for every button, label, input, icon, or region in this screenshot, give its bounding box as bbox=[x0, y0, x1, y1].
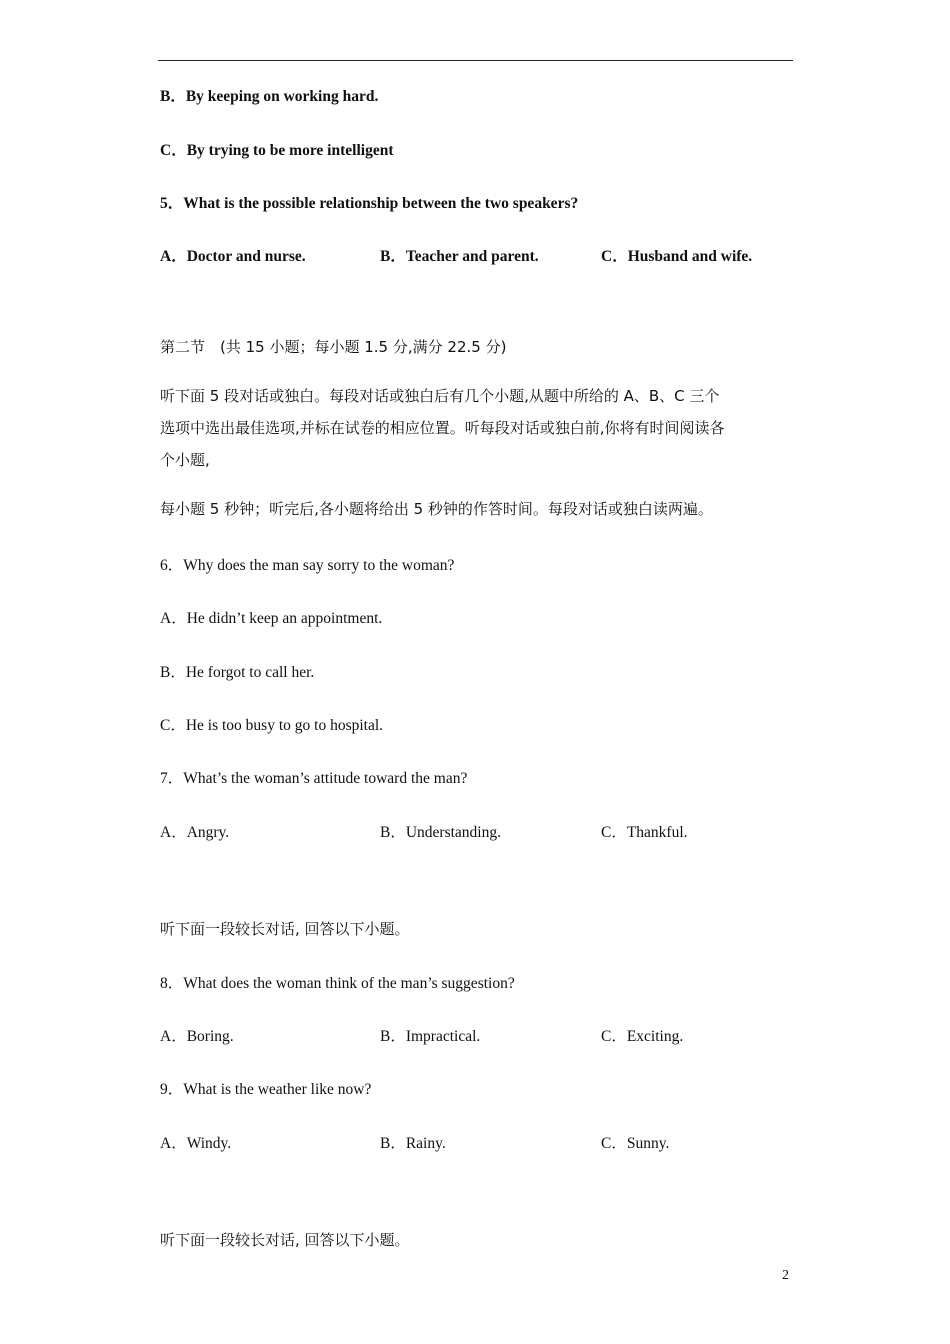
q5-options bbox=[160, 247, 753, 267]
section2-instructions-4: 每小题 5 秒钟；听完后,各小题将给出 5 秒钟的作答时间。每段对话或独白读两遍。 bbox=[160, 500, 713, 518]
q6-stem: 6．Why does the man say sorry to the woman? bbox=[160, 557, 455, 574]
q9-option-c: C．Sunny. bbox=[601, 1135, 670, 1152]
q9-option-b: B．Rainy. bbox=[380, 1135, 446, 1152]
q9-stem: 9．What is the weather like now? bbox=[160, 1081, 372, 1098]
q8-option-b: B．Impractical. bbox=[380, 1028, 481, 1045]
q7-options bbox=[160, 823, 688, 843]
q4-option-b: B．By keeping on working hard. bbox=[160, 88, 379, 105]
q5-stem: 5．What is the possible relationship between the two speakers? bbox=[160, 195, 579, 212]
q7-stem: 7．What’s the woman’s attitude toward the man? bbox=[160, 770, 468, 787]
q9-options bbox=[160, 1134, 670, 1154]
q7-option-a: A．Angry. bbox=[160, 824, 230, 841]
q8-option-c: C．Exciting. bbox=[601, 1028, 684, 1045]
section2-heading: 第二节 (共 15 小题；每小题 1.5 分,满分 22.5 分) bbox=[160, 338, 507, 356]
q4-option-c: C．By trying to be more intelligent bbox=[160, 142, 394, 159]
header-rule bbox=[158, 60, 793, 61]
q5-option-b: B．Teacher and parent. bbox=[380, 248, 539, 265]
section2-instructions-3: 个小题, bbox=[160, 451, 210, 469]
section2-instructions-1: 听下面 5 段对话或独白。每段对话或独白后有几个小题,从题中所给的 A、B、C 三个 bbox=[160, 387, 720, 405]
q8-option-a: A．Boring. bbox=[160, 1028, 234, 1045]
q5-option-c: C．Husband and wife. bbox=[601, 248, 753, 265]
q8-options bbox=[160, 1027, 684, 1047]
q6-option-b: B．He forgot to call her. bbox=[160, 664, 315, 681]
q8-stem: 8．What does the woman think of the man’s suggestion? bbox=[160, 975, 515, 992]
dialogue-prompt-2: 听下面一段较长对话, 回答以下小题。 bbox=[160, 1231, 410, 1249]
q7-option-c: C．Thankful. bbox=[601, 824, 688, 841]
q7-option-b: B．Understanding. bbox=[380, 824, 501, 841]
q6-option-a: A．He didn’t keep an appointment. bbox=[160, 610, 383, 627]
q6-option-c: C．He is too busy to go to hospital. bbox=[160, 717, 384, 734]
dialogue-prompt-1: 听下面一段较长对话, 回答以下小题。 bbox=[160, 920, 410, 938]
q9-option-a: A．Windy. bbox=[160, 1135, 232, 1152]
q5-option-a: A．Doctor and nurse. bbox=[160, 248, 306, 265]
section2-instructions-2: 选项中选出最佳选项,并标在试卷的相应位置。听每段对话或独白前,你将有时间阅读各 bbox=[160, 419, 725, 437]
page-number: 2 bbox=[782, 1268, 789, 1283]
